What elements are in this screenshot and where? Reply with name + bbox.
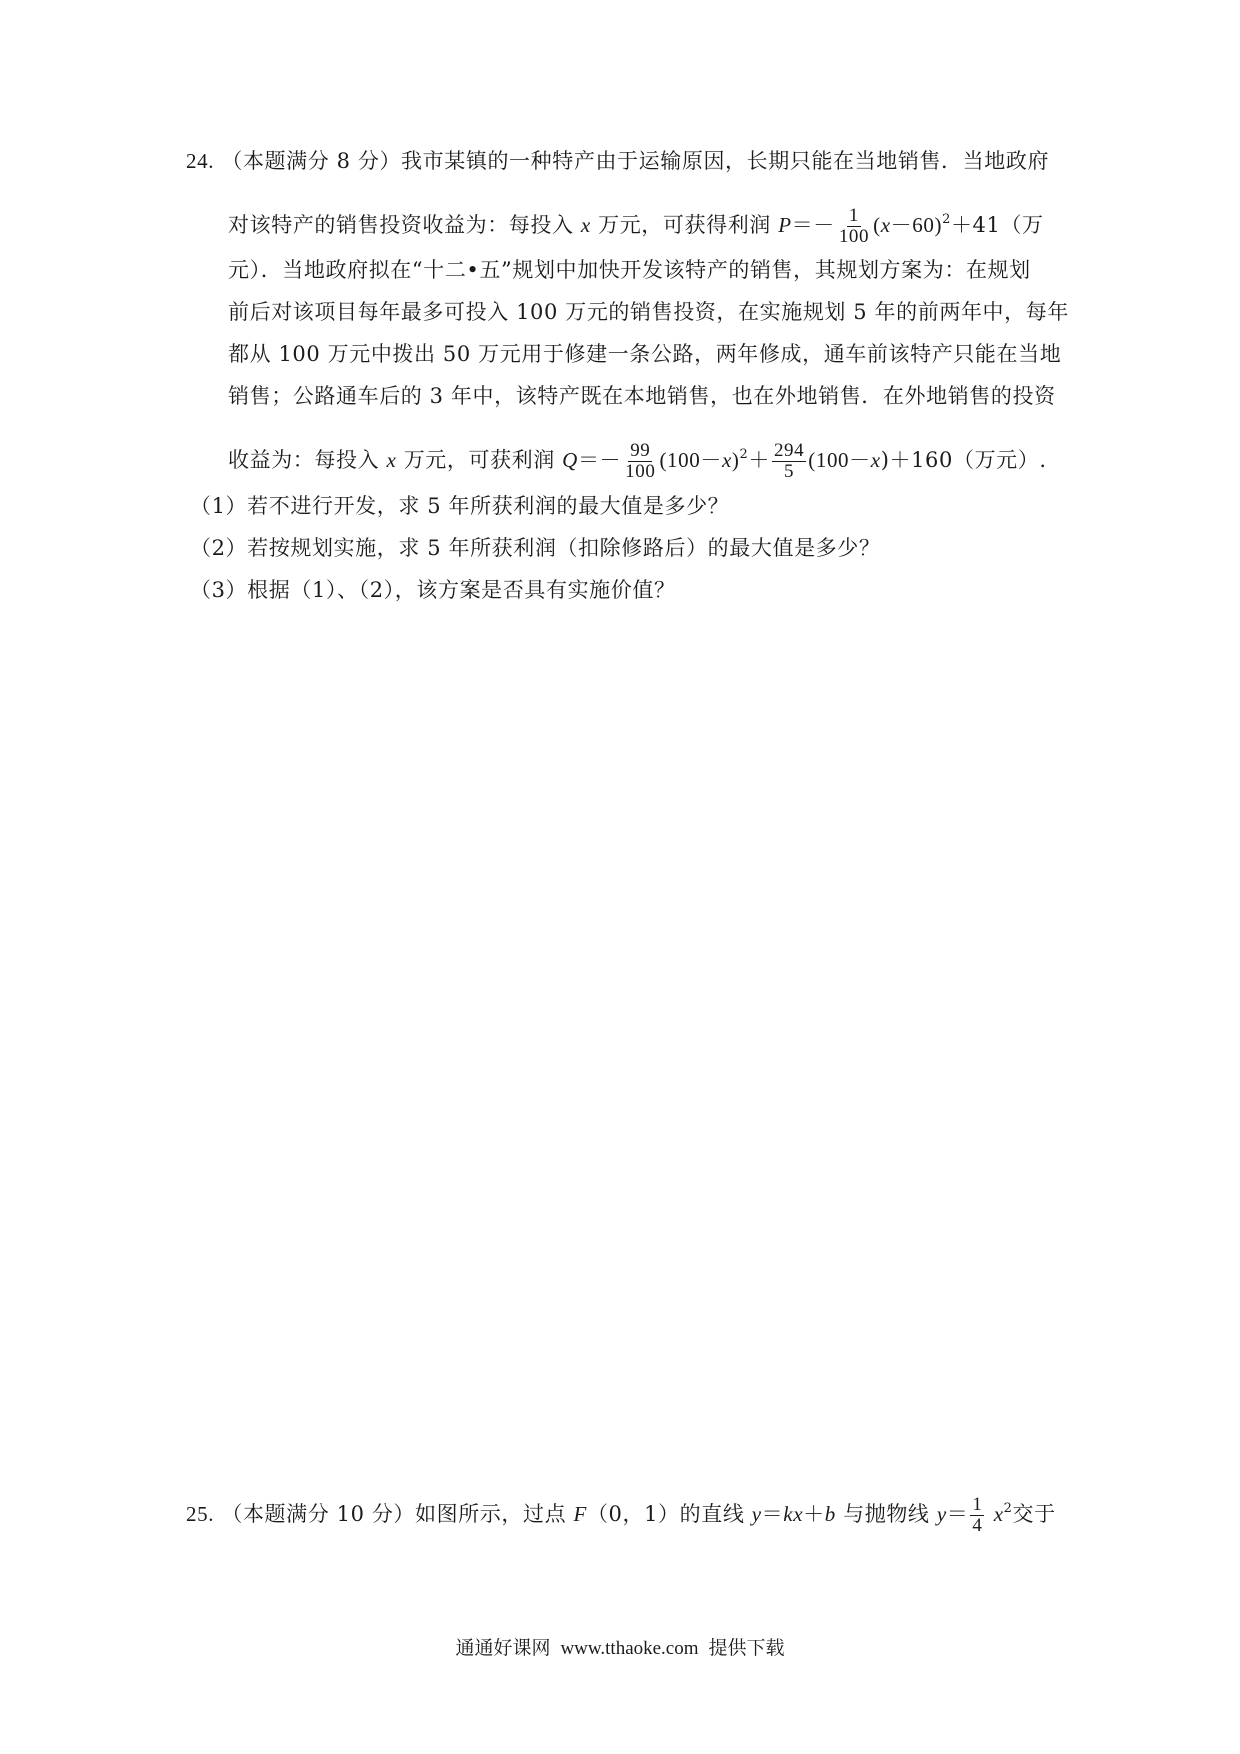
equals-minus: ＝－ xyxy=(791,213,835,237)
text: （0，1）的直线 xyxy=(586,1502,745,1526)
question-2: （2）若按规划实施，求 5 年所获利润（扣除修路后）的最大值是多少？ xyxy=(190,536,881,560)
var-kx: kx xyxy=(783,1502,804,1526)
fraction-294-over-5 xyxy=(772,441,806,482)
footer-site-name: 通通好课网 xyxy=(455,1637,551,1659)
text: 对该特产的销售投资收益为：每投入 xyxy=(228,213,574,237)
problem-24-line-2 xyxy=(228,206,1044,247)
expr: －60) xyxy=(890,213,943,237)
expr-tail: ＋41（万 xyxy=(950,213,1044,237)
var-q: Q xyxy=(562,448,578,472)
equals: ＝ xyxy=(761,1502,784,1526)
fraction-99-over-100 xyxy=(623,441,657,482)
text: （本题满分 10 分）如图所示，过点 xyxy=(221,1502,567,1526)
frac-denominator: 4 xyxy=(972,1515,983,1536)
var-b: b xyxy=(824,1502,836,1526)
frac-numerator: 1 xyxy=(972,1494,983,1515)
var-x: x xyxy=(721,448,732,472)
problem-24-number: 24. xyxy=(186,149,215,173)
footer-suffix: 提供下载 xyxy=(708,1637,785,1659)
text: 与抛物线 xyxy=(843,1502,930,1526)
var-y: y xyxy=(751,1502,762,1526)
var-x: x xyxy=(870,448,881,472)
fraction-1-over-4 xyxy=(970,1495,984,1536)
problem-24-line-6: 销售；公路通车后的 3 年中，该特产既在本地销售，也在外地销售．在外地销售的投资 xyxy=(228,384,1056,408)
plus: ＋ xyxy=(803,1502,825,1526)
frac-numerator: 294 xyxy=(773,440,805,461)
text: 交于 xyxy=(1012,1502,1056,1526)
var-p: P xyxy=(778,213,792,237)
frac-numerator: 1 xyxy=(848,205,860,226)
var-x: x xyxy=(580,213,591,237)
equals-minus: ＝－ xyxy=(577,448,622,472)
problem-24-text-1: （本题满分 8 分）我市某镇的一种特产由于运输原因，长期只能在当地销售．当地政府 xyxy=(221,149,1050,173)
text: 万元，可获利润 xyxy=(403,448,555,472)
exponent: 2 xyxy=(1003,1501,1013,1516)
paren: ( xyxy=(873,213,881,237)
problem-24-line-4: 前后对该项目每年最多可投入 100 万元的销售投资，在实施规划 5 年的前两年中，每年 xyxy=(228,300,1069,324)
question-3: （3）根据（1）、（2），该方案是否具有实施价值？ xyxy=(190,578,676,602)
plus: ＋ xyxy=(748,448,770,472)
footer-url: www.tthaoke.com xyxy=(560,1638,699,1659)
frac-denominator: 100 xyxy=(838,226,870,247)
exponent: 2 xyxy=(942,212,951,227)
problem-25-line-1 xyxy=(186,1495,1056,1536)
frac-denominator: 5 xyxy=(784,461,795,482)
problem-24-line-5: 都从 100 万元中拨出 50 万元用于修建一条公路，两年修成，通车前该特产只能在当地 xyxy=(228,342,1062,366)
paren: ) xyxy=(731,448,740,472)
var-f: F xyxy=(573,1502,587,1526)
problem-24-line-1 xyxy=(186,146,1049,176)
exponent: 2 xyxy=(739,447,749,462)
expr: (100－ xyxy=(659,448,722,472)
var-y: y xyxy=(936,1502,947,1526)
page-footer xyxy=(0,1635,1240,1662)
question-1: （1）若不进行开发，求 5 年所获利润的最大值是多少？ xyxy=(190,494,730,518)
equals: ＝ xyxy=(946,1502,969,1526)
problem-25-number: 25. xyxy=(186,1502,215,1526)
fraction-1-over-100 xyxy=(837,206,871,247)
var-x: x xyxy=(880,213,891,237)
expr-tail: )＋160（万元）. xyxy=(880,448,1047,472)
problem-24-line-7 xyxy=(228,441,1047,482)
problem-24-line-3: 元）．当地政府拟在“十二•五”规划中加快开发该特产的销售，其规划方案为：在规划 xyxy=(228,258,1031,282)
frac-numerator: 99 xyxy=(630,440,651,461)
text: 收益为：每投入 xyxy=(228,448,380,472)
text: 万元，可获得利润 xyxy=(598,213,771,237)
var-x: x xyxy=(993,1502,1004,1526)
frac-denominator: 100 xyxy=(625,461,656,482)
expr: (100－ xyxy=(808,448,871,472)
var-x: x xyxy=(386,448,397,472)
